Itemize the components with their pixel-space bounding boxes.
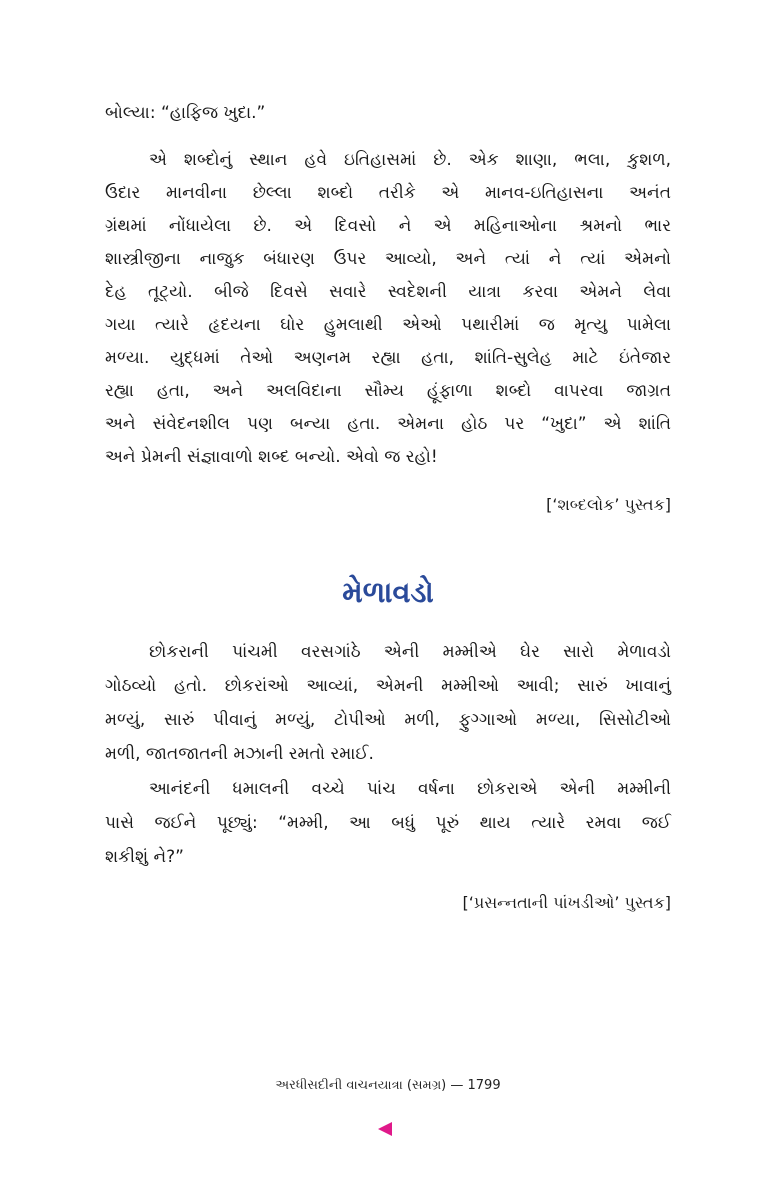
paragraph-line: અને પ્રેમની સંજ્ઞાવાળો શબ્દ બન્યો. એવો જ રહો! bbox=[105, 447, 438, 467]
book-page bbox=[105, 0, 671, 1199]
page-footer: અરધીસદીની વાચનયાત્રા (સમગ્ર) — 1799 bbox=[275, 1078, 501, 1093]
paragraph-line: એ શબ્દોનું સ્થાન હવે ઇતિહાસમાં છે. એક શાણા, ભલા, કુશળ, bbox=[149, 150, 671, 170]
paragraph-line: મળી, જાતજાતની મઝાની રમતો રમાઈ. bbox=[105, 744, 374, 764]
paragraph-line: ગ્રંથમાં નોંધાયેલા છે. એ દિવસો ને એ મહિનાઓના શ્રમનો ભાર bbox=[105, 216, 671, 236]
paragraph-line: આનંદની ધમાલની વચ્ચે પાંચ વર્ષના છોકરાએ એની મમ્મીની bbox=[149, 779, 671, 799]
opening-line: બોલ્યા: “હાફિજ ખુદા.” bbox=[105, 103, 266, 123]
paragraph-line: અને સંવેદનશીલ પણ બન્યા હતા. એમના હોઠ પર “ખુદા” એ શાંતિ bbox=[105, 414, 671, 434]
paragraph-line: રહ્યા હતા, અને અલવિદાના સૌમ્ય હૂંફાળા શબ્દો વાપરવા જાગ્રત bbox=[105, 381, 671, 401]
paragraph-line: છોકરાની પાંચમી વરસગાંઠે એની મમ્મીએ ઘેર સારો મેળાવડો bbox=[149, 642, 671, 662]
paragraph-line: ગયા ત્યારે હૃદયના ઘોર હુમલાથી એઓ પથારીમાં જ મૃત્યુ પામેલા bbox=[105, 315, 671, 335]
article1-source-citation: [‘શબ્દલોક’ પુસ્તક] bbox=[546, 495, 671, 514]
article2-source-citation: [‘પ્રસન્નતાની પાંખડીઓ’ પુસ્તક] bbox=[462, 893, 671, 912]
paragraph-line: પાસે જઈને પૂછ્યું: “મમ્મી, આ બધું પૂરું થાય ત્યારે રમવા જઈ bbox=[105, 813, 671, 833]
paragraph-line: મળ્યું, સારું પીવાનું મળ્યું, ટોપીઓ મળી, ફુગ્ગાઓ મળ્યા, સિસોટીઓ bbox=[105, 710, 671, 730]
previous-page-arrow-icon[interactable] bbox=[378, 1122, 392, 1136]
paragraph-line: શકીશું ને?” bbox=[105, 847, 184, 867]
article2-title: મેળાવડો bbox=[342, 575, 434, 609]
paragraph-line: ગોઠવ્યો હતો. છોકરાંઓ આવ્યાં, એમની મમ્મીઓ આવી; સારું ખાવાનું bbox=[105, 676, 671, 696]
paragraph-line: મળ્યા. યુદ્ધમાં તેઓ અણનમ રહ્યા હતા, શાંતિ-સુલેહ માટે ઇંતેજાર bbox=[105, 348, 671, 368]
paragraph-line: દેહ તૂટ્યો. બીજે દિવસે સવારે સ્વદેશની યાત્રા કરવા એમને લેવા bbox=[105, 282, 671, 302]
paragraph-line: શાસ્ત્રીજીના નાજુક બંધારણ ઉપર આવ્યો, અને ત્યાં ને ત્યાં એમનો bbox=[105, 249, 671, 269]
paragraph-line: ઉદાર માનવીના છેલ્લા શબ્દો તરીકે એ માનવ-ઇતિહાસના અનંત bbox=[105, 183, 671, 203]
